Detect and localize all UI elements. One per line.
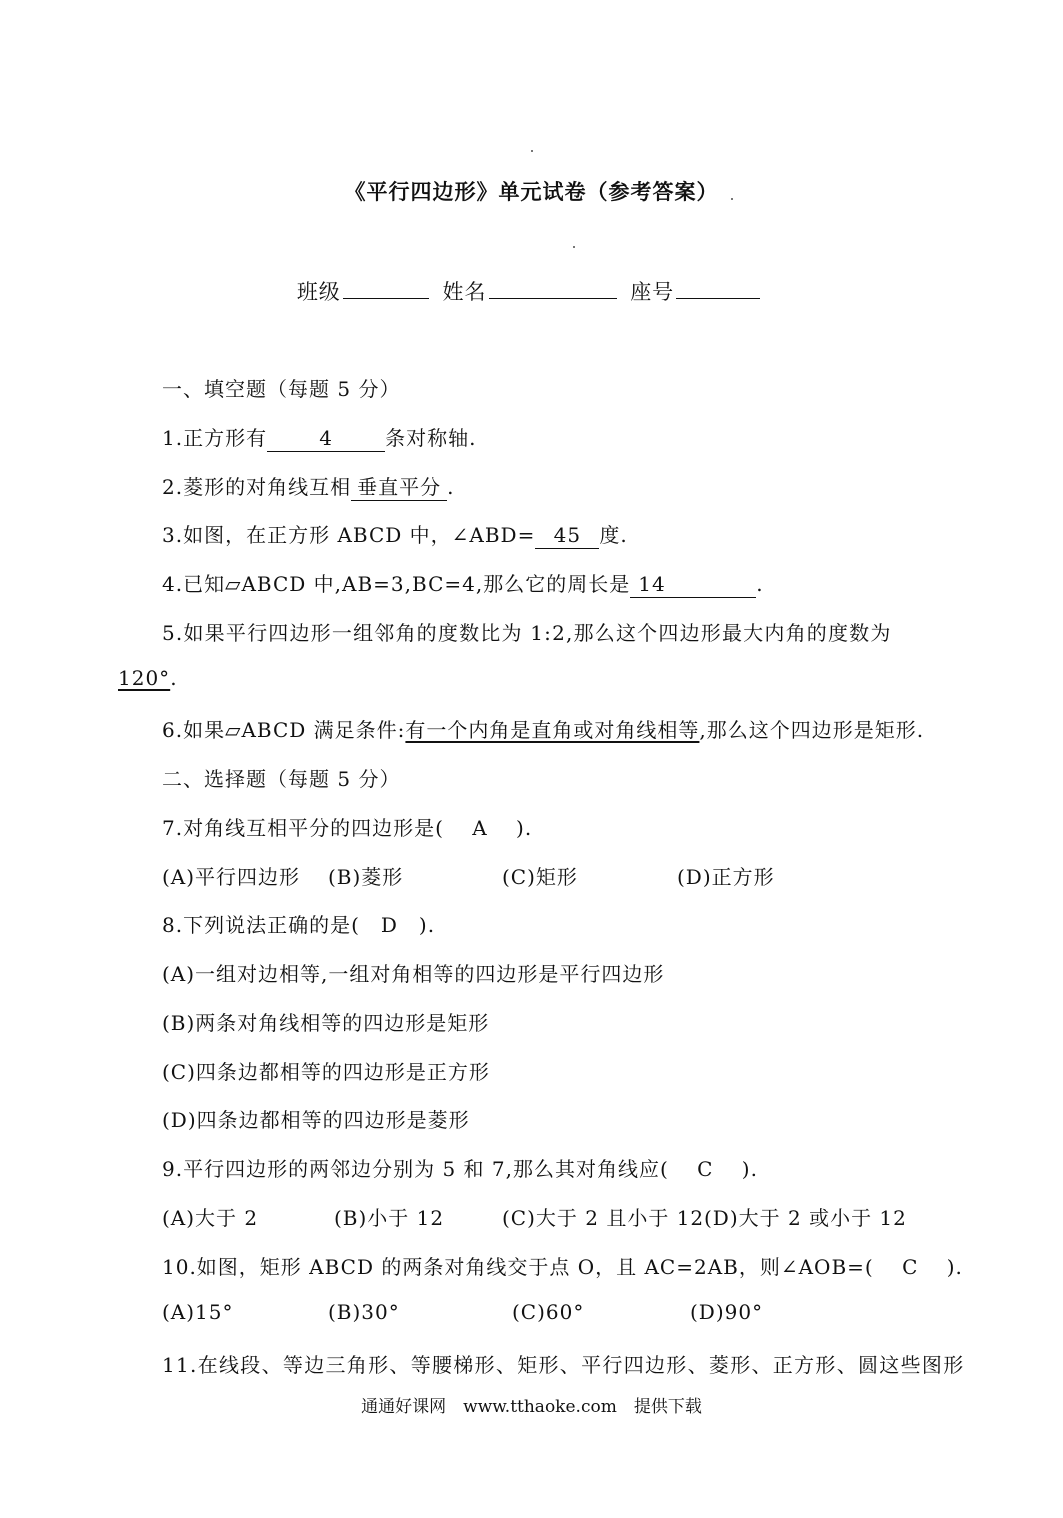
question-11: 11.在线段、等边三角形、等腰梯形、矩形、平行四边形、菱形、正方形、圆这些图形 bbox=[162, 1353, 965, 1377]
question-text: 3.如图，在正方形 ABCD 中，∠ABD= bbox=[162, 523, 536, 547]
section2-heading: 二、选择题（每题 5 分） bbox=[162, 767, 401, 791]
page-footer: 通通好课网 www.tthaoke.com 提供下载 bbox=[361, 1397, 702, 1417]
option-b: (B)小于 12 bbox=[334, 1206, 445, 1230]
answer: 4 bbox=[267, 427, 385, 452]
option-a: (A)15° bbox=[162, 1300, 234, 1324]
option-d: (D)四条边都相等的四边形是菱形 bbox=[162, 1108, 470, 1132]
question-7-options bbox=[162, 861, 962, 889]
question-text: 2.菱形的对角线互相 bbox=[162, 475, 352, 499]
option-a: (A)大于 2 bbox=[162, 1206, 259, 1230]
option-d: (D)90° bbox=[690, 1300, 764, 1324]
question-10: 10.如图，矩形 ABCD 的两条对角线交于点 O，且 AC=2AB，则∠AOB=( C ). bbox=[162, 1255, 963, 1279]
section1-heading: 一、填空题（每题 5 分） bbox=[162, 377, 401, 401]
question-7: 7.对角线互相平分的四边形是( A ). bbox=[162, 816, 533, 840]
student-info bbox=[0, 276, 1063, 306]
option-b: (B)30° bbox=[328, 1300, 400, 1324]
question-6 bbox=[162, 714, 924, 743]
answer: 45 bbox=[535, 524, 599, 549]
answer: 有一个内角是直角或对角线相等 bbox=[405, 718, 700, 742]
question-text: 4.已知▱ABCD 中,AB=3,BC=4,那么它的周长是 bbox=[162, 572, 631, 596]
question-9-options bbox=[162, 1202, 962, 1230]
question-text: . bbox=[447, 475, 455, 499]
question-8: 8.下列说法正确的是( D ). bbox=[162, 913, 436, 937]
answer: 120° bbox=[118, 666, 171, 690]
question-10-options bbox=[162, 1300, 962, 1328]
class-blank bbox=[343, 276, 429, 299]
question-5: 5.如果平行四边形一组邻角的度数比为 1:2,那么这个四边形最大内角的度数为 bbox=[162, 621, 892, 645]
option-b: (B)两条对角线相等的四边形是矩形 bbox=[162, 1011, 490, 1035]
option-c: (C)60° bbox=[512, 1300, 585, 1324]
question-4 bbox=[162, 568, 764, 598]
option-d: (D)大于 2 或小于 12 bbox=[704, 1206, 907, 1230]
class-label: 班级 bbox=[296, 280, 341, 304]
page-title: 《平行四边形》单元试卷（参考答案） bbox=[344, 179, 719, 204]
option-c: (C)大于 2 且小于 12 bbox=[502, 1206, 705, 1230]
question-text: 条对称轴. bbox=[385, 426, 477, 450]
option-d: (D)正方形 bbox=[677, 865, 775, 889]
question-text: ,那么这个四边形是矩形. bbox=[699, 718, 925, 742]
name-label: 姓名 bbox=[442, 280, 487, 304]
name-blank bbox=[489, 276, 617, 299]
question-text: 6.如果▱ABCD 满足条件: bbox=[162, 718, 406, 742]
seat-blank bbox=[676, 276, 760, 299]
option-c: (C)矩形 bbox=[502, 865, 578, 889]
question-text: . bbox=[170, 666, 178, 690]
question-text: 1.正方形有 bbox=[162, 426, 268, 450]
question-5-answer-line bbox=[118, 666, 178, 690]
question-1 bbox=[162, 422, 476, 452]
scan-dot bbox=[531, 150, 533, 152]
option-a: (A)一组对边相等,一组对角相等的四边形是平行四边形 bbox=[162, 962, 665, 986]
question-3 bbox=[162, 519, 628, 549]
seat-label: 座号 bbox=[630, 280, 675, 304]
answer: 14 bbox=[630, 573, 756, 598]
question-text: 度. bbox=[599, 523, 628, 547]
option-c: (C)四条边都相等的四边形是正方形 bbox=[162, 1060, 490, 1084]
question-9: 9.平行四边形的两邻边分别为 5 和 7,那么其对角线应( C ). bbox=[162, 1157, 758, 1181]
question-text: . bbox=[756, 572, 764, 596]
answer: 垂直平分 bbox=[351, 476, 447, 501]
question-2 bbox=[162, 471, 454, 501]
option-b: (B)菱形 bbox=[328, 865, 404, 889]
scan-dot bbox=[573, 246, 575, 248]
option-a: (A)平行四边形 bbox=[162, 865, 301, 889]
